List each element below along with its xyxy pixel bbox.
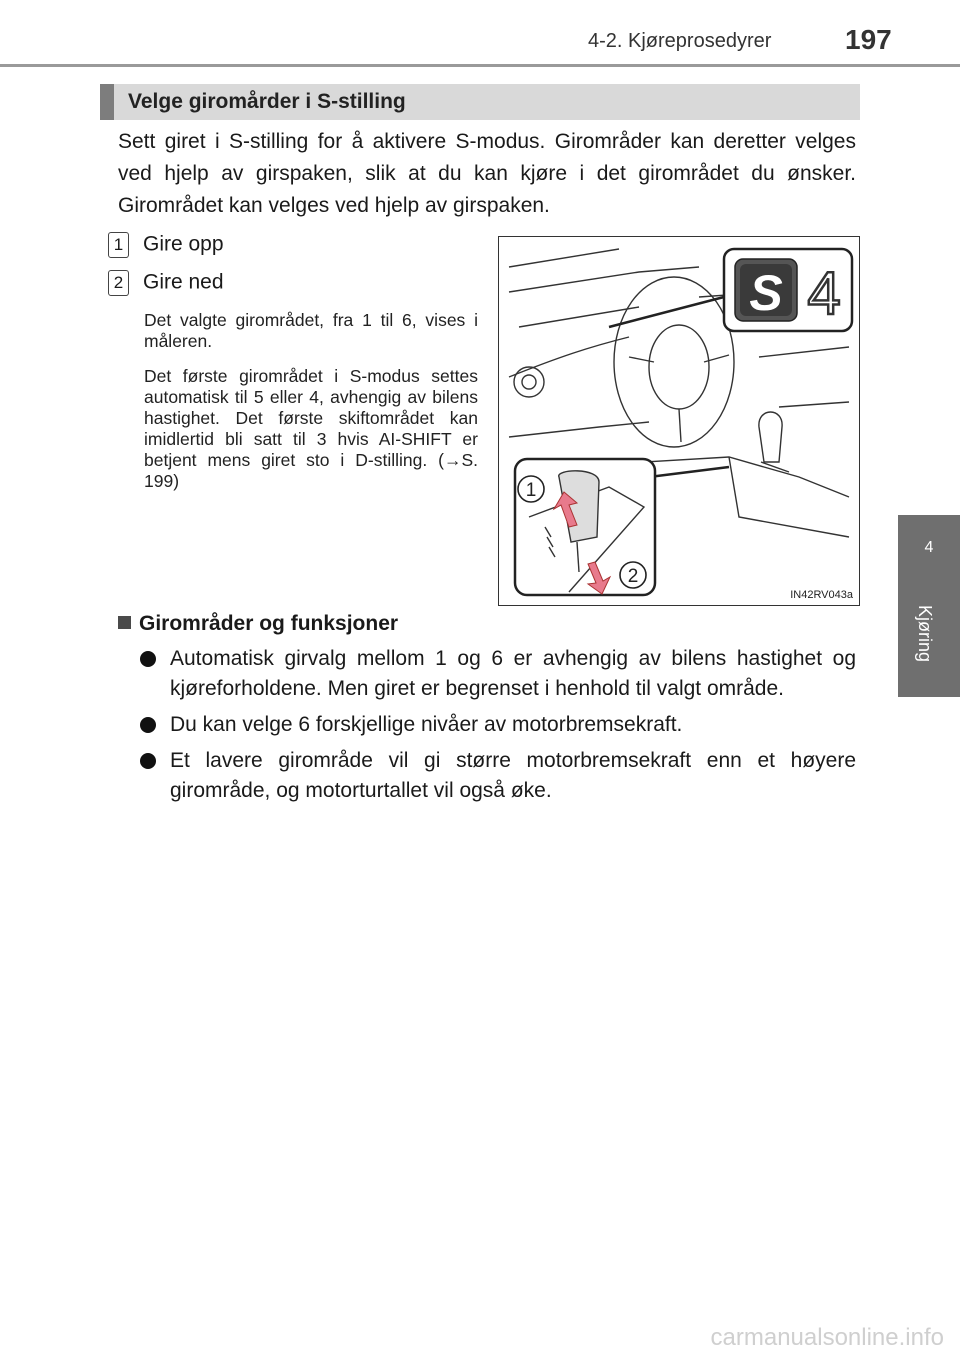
note-paragraph: Det valgte girområdet, fra 1 til 6, vises i måleren.	[144, 310, 478, 351]
item-label: Gire opp	[143, 232, 224, 256]
bullet-icon	[140, 717, 156, 733]
bullet-icon	[140, 651, 156, 667]
watermark: carmanualsonline.info	[710, 1324, 944, 1351]
item-number: 1	[108, 232, 129, 258]
gear-shift-illustration	[498, 236, 860, 606]
page-number: 197	[845, 24, 892, 55]
header-divider	[0, 64, 960, 67]
list-item	[108, 270, 224, 296]
subsection-heading	[118, 612, 398, 636]
bullet-list	[130, 644, 856, 812]
display-digit: 4	[807, 260, 841, 327]
callout-2-label: 2	[627, 566, 639, 587]
subsection-title: Girområder og funksjoner	[139, 612, 399, 635]
display-letter: S	[749, 265, 783, 321]
chapter-number: 4	[924, 539, 934, 556]
list-item	[130, 710, 856, 740]
section-title: Velge giromårder i S-stilling	[128, 90, 406, 113]
bullet-text: Automatisk girvalg mellom 1 og 6 er avhengig av bilens hastighet og kjøreforholdene. Men giret er begrenset i henhold til valgt område.	[170, 647, 856, 700]
section-banner	[100, 84, 860, 120]
intro-paragraph: Sett giret i S-stilling for å aktivere S-modus. Girområder kan deretter velges ved hjelp av girspaken, slik at du kan kjøre i det girområdet du ønsker. Girområdet kan velges ved hjelp av girspaken.	[118, 130, 856, 217]
bullet-text: Et lavere girområde vil gi større motorbremsekraft enn et høyere girområde, og motorturtallet vil også øke.	[170, 749, 856, 802]
callout-1-label: 1	[525, 480, 537, 501]
bullet-text: Du kan velge 6 forskjellige nivåer av motorbremsekraft.	[170, 713, 683, 736]
header-section-title: 4-2. Kjøreprosedyrer	[588, 30, 772, 52]
square-bullet-icon	[118, 616, 131, 629]
bullet-icon	[140, 753, 156, 769]
list-item	[108, 232, 224, 258]
chapter-title: Kjøring	[915, 605, 935, 663]
cockpit-drawing	[499, 237, 859, 605]
note-paragraph: Det første girområdet i S-modus settes automatisk til 5 eller 4, avhengig av bilens hastighet. Det første skiftområdet kan imidlertid bli satt til 3 hvis AI-SHIFT er betjent mens giret sto i D-stilling. (→S. 199)	[144, 366, 478, 491]
list-item	[130, 746, 856, 806]
item-label: Gire ned	[143, 270, 224, 294]
list-item	[130, 644, 856, 704]
figure-code: IN42RV043a	[790, 589, 853, 601]
chapter-title-wrap	[898, 605, 960, 695]
item-number: 2	[108, 270, 129, 296]
